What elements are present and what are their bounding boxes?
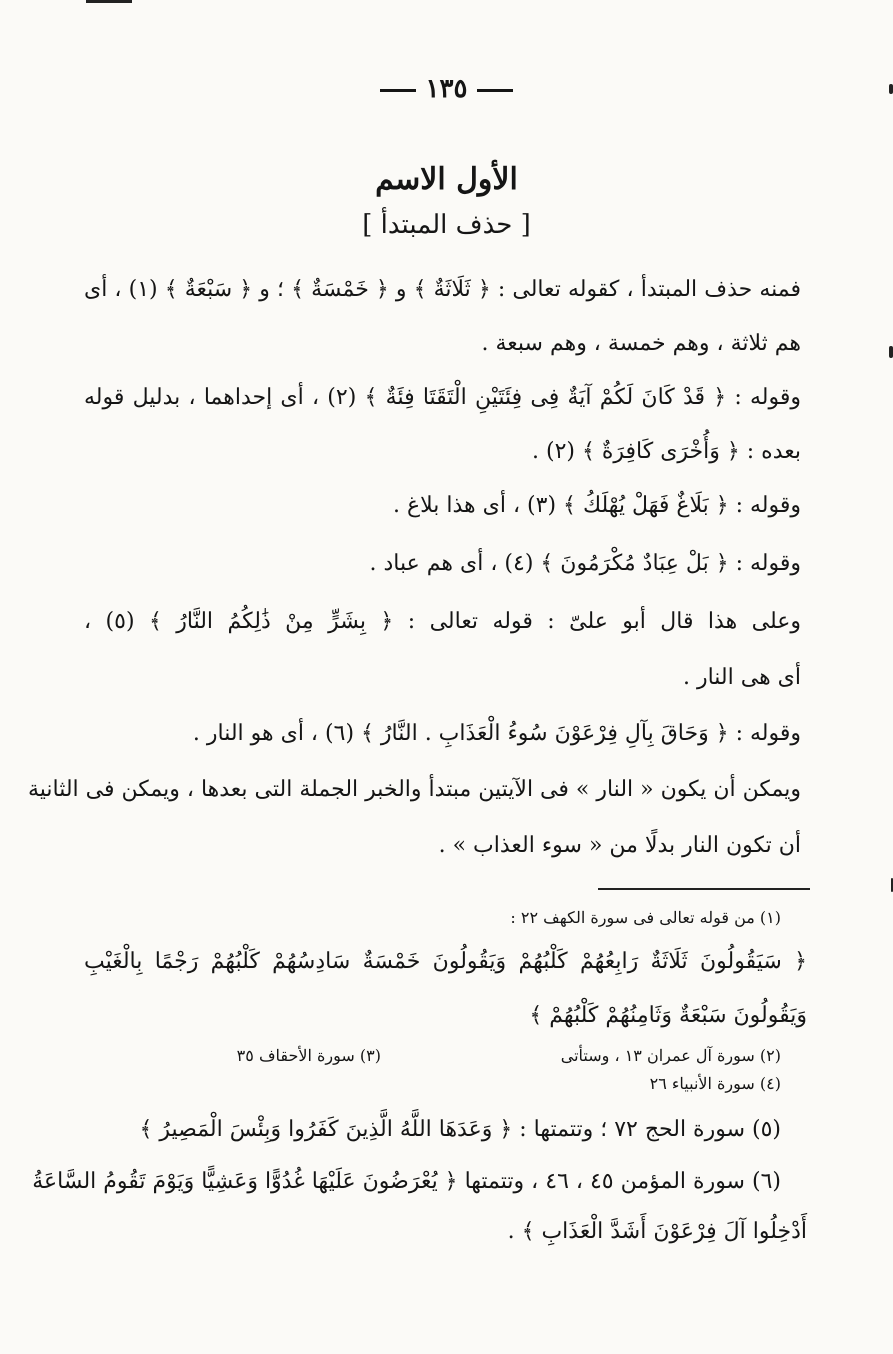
body-line: أى هى النار . xyxy=(682,665,801,690)
footnote-quote: ﴿ سَيَقُولُونَ ثَلَاثَةٌ رَابِعُهُمْ كَلْبُهُمْ وَيَقُولُونَ خَمْسَةٌ سَادِسُهُمْ كَلْبُهُمْ رَجْمًا بِالْغَيْبِ xyxy=(84,949,807,974)
footnote-3: (٣) سورة الأحقاف ٣٥ xyxy=(236,1046,381,1065)
body-line: بعده : ﴿ وَأُخْرَى كَافِرَةٌ ﴾ (٢) . xyxy=(531,439,801,464)
scan-edge-mark xyxy=(889,346,893,358)
body-line: فمنه حذف المبتدأ ، كقوله تعالى : ﴿ ثَلَاثَةٌ ﴾ و ﴿ خَمْسَةٌ ﴾ ؛ و ﴿ سَبْعَةٌ ﴾ (١) ، أى xyxy=(84,277,801,302)
scan-edge-mark xyxy=(86,0,132,3)
footnote-4: (٤) سورة الأنبياء ٢٦ xyxy=(649,1074,781,1093)
body-line: ويمكن أن يكون « النار » فى الآيتين مبتدأ والخبر الجملة التى بعدها ، ويمكن فى الثانية xyxy=(27,777,801,802)
footnote-separator xyxy=(598,888,810,890)
footnote-2: (٢) سورة آل عمران ١٣ ، وستأتى xyxy=(560,1046,781,1065)
body-line: هم ثلاثة ، وهم خمسة ، وهم سبعة . xyxy=(481,331,801,356)
body-line: وقوله : ﴿ بَلْ عِبَادٌ مُكْرَمُونَ ﴾ (٤) ، أى هم عباد . xyxy=(369,551,801,576)
body-line: وقوله : ﴿ بَلَاغٌ فَهَلْ يُهْلَكُ ﴾ (٣) ، أى هذا بلاغ . xyxy=(393,493,801,518)
body-line: وقوله : ﴿ قَدْ كَانَ لَكُمْ آيَةٌ فِى فِئَتَيْنِ الْتَقَتَا فِئَةٌ ﴾ (٢) ، أى إحداهما ، بدليل قوله xyxy=(84,385,802,410)
footnote-6: (٦) سورة المؤمن ٤٥ ، ٤٦ ، وتتمتها ﴿ يُعْرَضُونَ عَلَيْهَا غُدُوًّا وَعَشِيًّا وَيَوْمَ تَقُومُ السَّاعَةُ xyxy=(32,1169,781,1194)
body-line: وعلى هذا قال أبو علىّ : قوله تعالى : ﴿ بِشَرٍّ مِنْ ذَٰلِكُمُ النَّارُ ﴾ (٥) ، xyxy=(84,609,801,634)
body-line: وقوله : ﴿ وَحَاقَ بِآلِ فِرْعَوْنَ سُوءُ الْعَذَابِ . النَّارُ ﴾ (٦) ، أى هو النار . xyxy=(192,721,801,746)
footnote-1: (١) من قوله تعالى فى سورة الكهف ٢٢ : xyxy=(510,908,781,927)
page-number-dash xyxy=(477,89,513,92)
page-number: ١٣٥ xyxy=(0,74,893,104)
footnote-6-continued: أَدْخِلُوا آلَ فِرْعَوْنَ أَشَدَّ الْعَذَابِ ﴾ . xyxy=(507,1219,807,1244)
footnote-quote: وَيَقُولُونَ سَبْعَةٌ وَثَامِنُهُمْ كَلْبُهُمْ ﴾ xyxy=(529,1003,807,1028)
page-number-dash xyxy=(380,89,416,92)
chapter-heading: الأول الاسم xyxy=(375,162,518,197)
section-heading: [ حذف المبتدأ ] xyxy=(362,210,531,240)
body-line: أن تكون النار بدلًا من « سوء العذاب » . xyxy=(438,833,801,858)
footnote-5: (٥) سورة الحج ٧٢ ؛ وتتمتها : ﴿ وَعَدَهَا اللَّهُ الَّذِينَ كَفَرُوا وَبِئْسَ الْمَصِيرُ ﴾ xyxy=(139,1117,781,1142)
